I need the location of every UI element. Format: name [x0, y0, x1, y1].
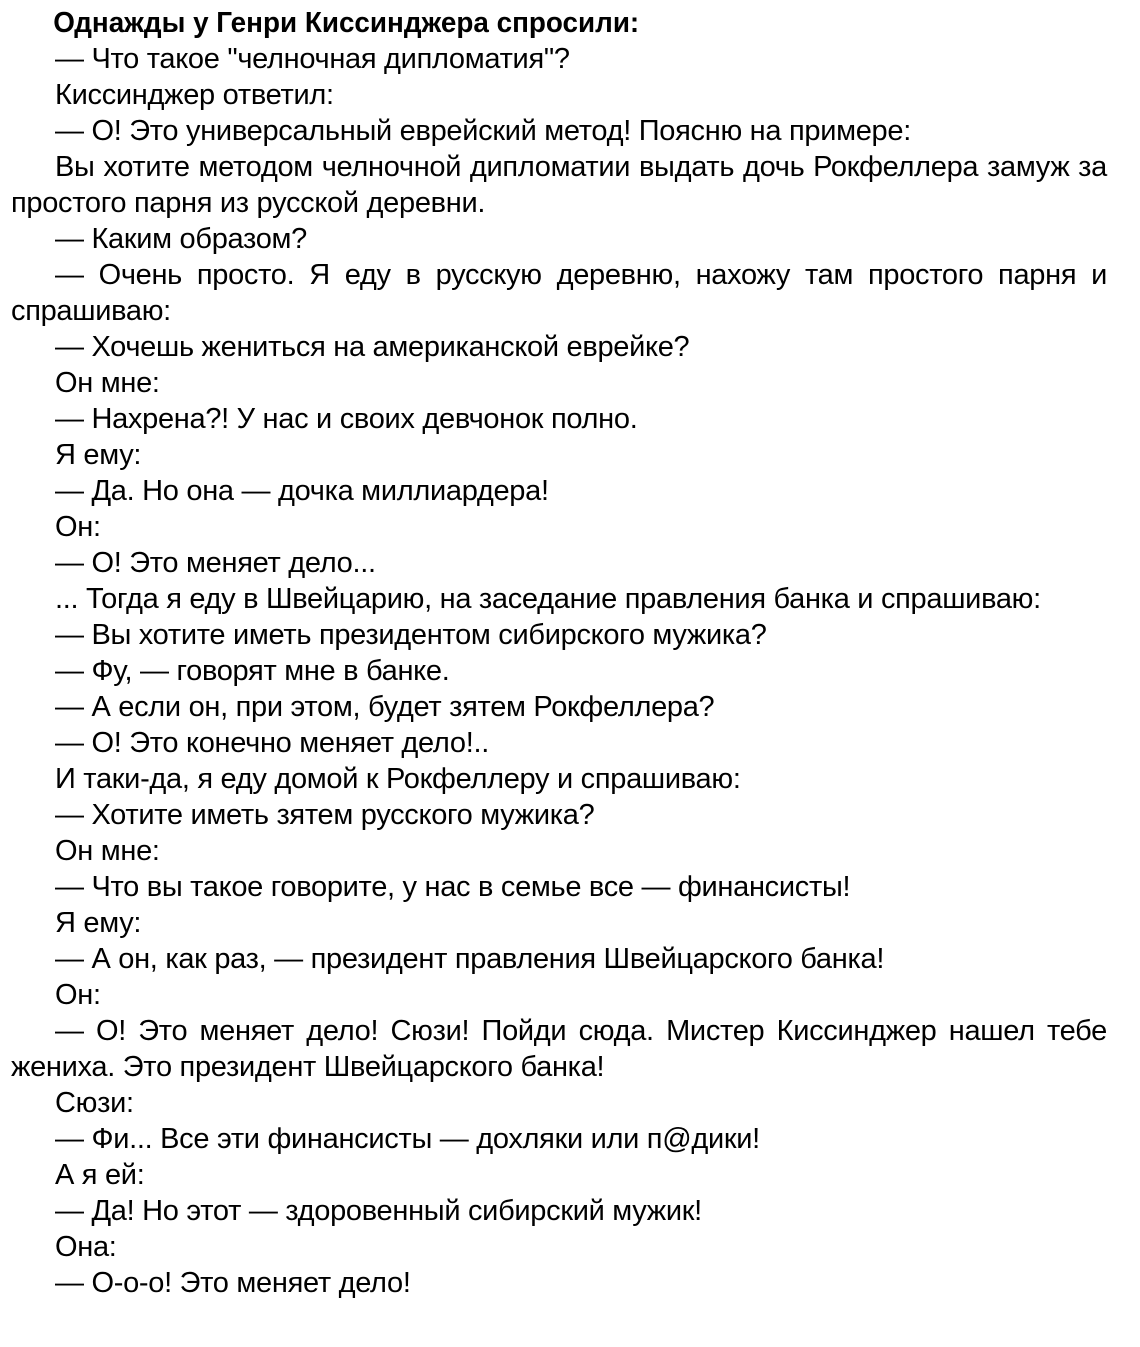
paragraph: — Очень просто. Я еду в русскую деревню, нахожу там простого парня и спрашиваю:: [11, 259, 1107, 327]
paragraph: — Вы хотите иметь президентом сибирского мужика?: [55, 619, 767, 651]
paragraph: Киссинджер ответил:: [55, 79, 334, 111]
paragraph-list: [11, 41, 1107, 1301]
paragraph: ... Тогда я еду в Швейцарию, на заседание правления банка и спрашиваю:: [55, 583, 1041, 615]
paragraph: Она:: [55, 1231, 117, 1263]
paragraph: — Каким образом?: [55, 223, 307, 255]
paragraph: — А если он, при этом, будет зятем Рокфеллера?: [55, 691, 715, 723]
paragraph: Он:: [55, 511, 101, 543]
paragraph: Сюзи:: [55, 1087, 134, 1119]
paragraph: — Хочешь жениться на американской еврейке?: [55, 331, 690, 363]
paragraph: Я ему:: [55, 439, 142, 471]
paragraph: — Хотите иметь зятем русского мужика?: [55, 799, 595, 831]
paragraph: — Да. Но она — дочка миллиардера!: [55, 475, 549, 507]
paragraph: Вы хотите методом челночной дипломатии выдать дочь Рокфеллера замуж за простого парня из русской деревни.: [11, 151, 1107, 219]
paragraph: — Нахрена?! У нас и своих девчонок полно.: [55, 403, 638, 435]
paragraph: — Фи... Все эти финансисты — дохляки или п@дики!: [55, 1123, 760, 1155]
paragraph: Он мне:: [55, 835, 160, 867]
paragraph: — О! Это универсальный еврейский метод! Поясню на примере:: [55, 115, 911, 147]
paragraph: А я ей:: [55, 1159, 145, 1191]
paragraph: — Что такое "челночная дипломатия"?: [55, 43, 570, 75]
document-title: Однажды у Генри Киссинджера спросили:: [53, 7, 640, 39]
paragraph: — О-о-о! Это меняет дело!: [55, 1267, 411, 1299]
paragraph: Он:: [55, 979, 101, 1011]
paragraph: — Фу, — говорят мне в банке.: [55, 655, 450, 687]
paragraph: — О! Это меняет дело! Сюзи! Пойди сюда. Мистер Киссинджер нашел тебе жениха. Это президент Швейцарского банка!: [11, 1015, 1107, 1083]
paragraph: Я ему:: [55, 907, 142, 939]
paragraph: Он мне:: [55, 367, 160, 399]
paragraph: — А он, как раз, — президент правления Швейцарского банка!: [55, 943, 885, 975]
paragraph: — Что вы такое говорите, у нас в семье все — финансисты!: [55, 871, 851, 903]
paragraph: — Да! Но этот — здоровенный сибирский мужик!: [55, 1195, 702, 1227]
paragraph: И таки-да, я еду домой к Рокфеллеру и спрашиваю:: [55, 763, 741, 795]
paragraph: — О! Это меняет дело...: [55, 547, 376, 579]
document: [11, 5, 1107, 1301]
paragraph: — О! Это конечно меняет дело!..: [55, 727, 489, 759]
